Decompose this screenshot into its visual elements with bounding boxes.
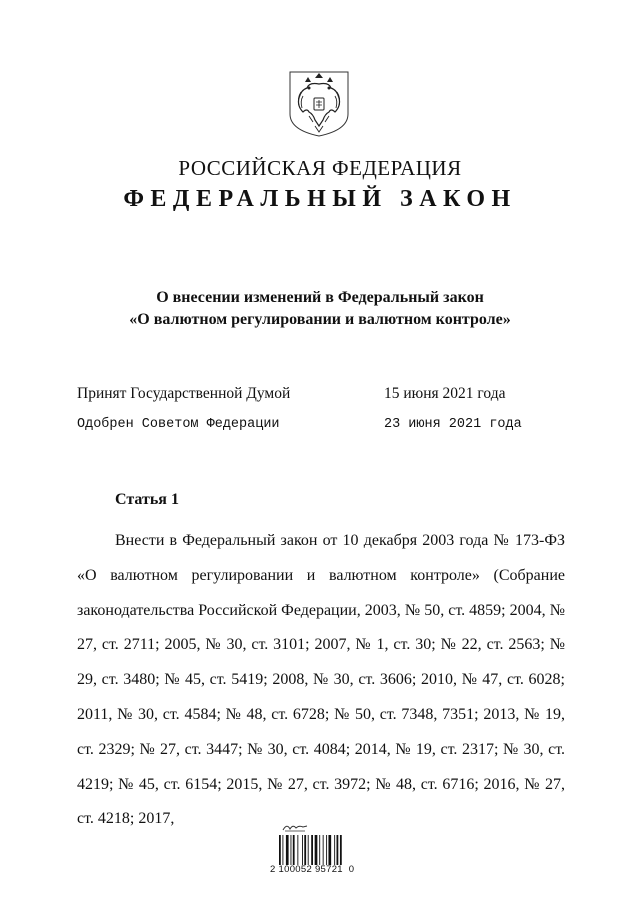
document-type: ФЕДЕРАЛЬНЫЙ ЗАКОН bbox=[123, 186, 517, 212]
country-name: РОССИЙСКАЯ ФЕДЕРАЦИЯ bbox=[178, 156, 462, 180]
barcode-number: 2 100052 95721 0 bbox=[270, 864, 355, 875]
duma-adoption-label: Принят Государственной Думой bbox=[77, 385, 291, 402]
barcode-icon bbox=[278, 835, 360, 865]
law-title-line-1: О внесении изменений в Федеральный закон bbox=[156, 289, 484, 306]
law-title-line-2: «О валютном регулировании и валютном контроле» bbox=[129, 311, 511, 328]
article-body-text: Внести в Федеральный закон от 10 декабря 2003 года № 173-ФЗ «О валютном регулировании и валютном контроле» (Собрание законодательства Российской Федерации, 2003, № 50, ст. 4859; 2004, № 27, ст. 2711; 2005, № 30, ст. 3101; 2007, № 1, ст. 30; № 22, ст. 2563; № 29, ст. 3480; № 45, ст. 5419; 2008, № 30, ст. 3606; 2010, № 47, ст. 6028; 2011, № 30, ст. 4584; № 48, ст. 6728; № 50, ст. 7348, 7351; 2013, № 19, ст. 2329; № 27, ст. 3447; № 30, ст. 4084; 2014, № 19, ст. 2317; № 30, ст. 4219; № 45, ст. 6154; 2015, № 27, ст. 3972; № 48, ст. 6716; 2016, № 27, ст. 4218; 2017, bbox=[77, 532, 565, 828]
article-heading: Статья 1 bbox=[115, 491, 179, 508]
double-headed-eagle-emblem-icon bbox=[287, 68, 351, 138]
duma-adoption-date: 15 июня 2021 года bbox=[384, 385, 506, 402]
law-title bbox=[0, 287, 640, 331]
article-body bbox=[77, 524, 565, 837]
council-approval-label: Одобрен Советом Федерации bbox=[77, 417, 280, 432]
council-approval-date: 23 июня 2021 года bbox=[384, 417, 522, 432]
signature-mark-icon bbox=[281, 821, 309, 833]
